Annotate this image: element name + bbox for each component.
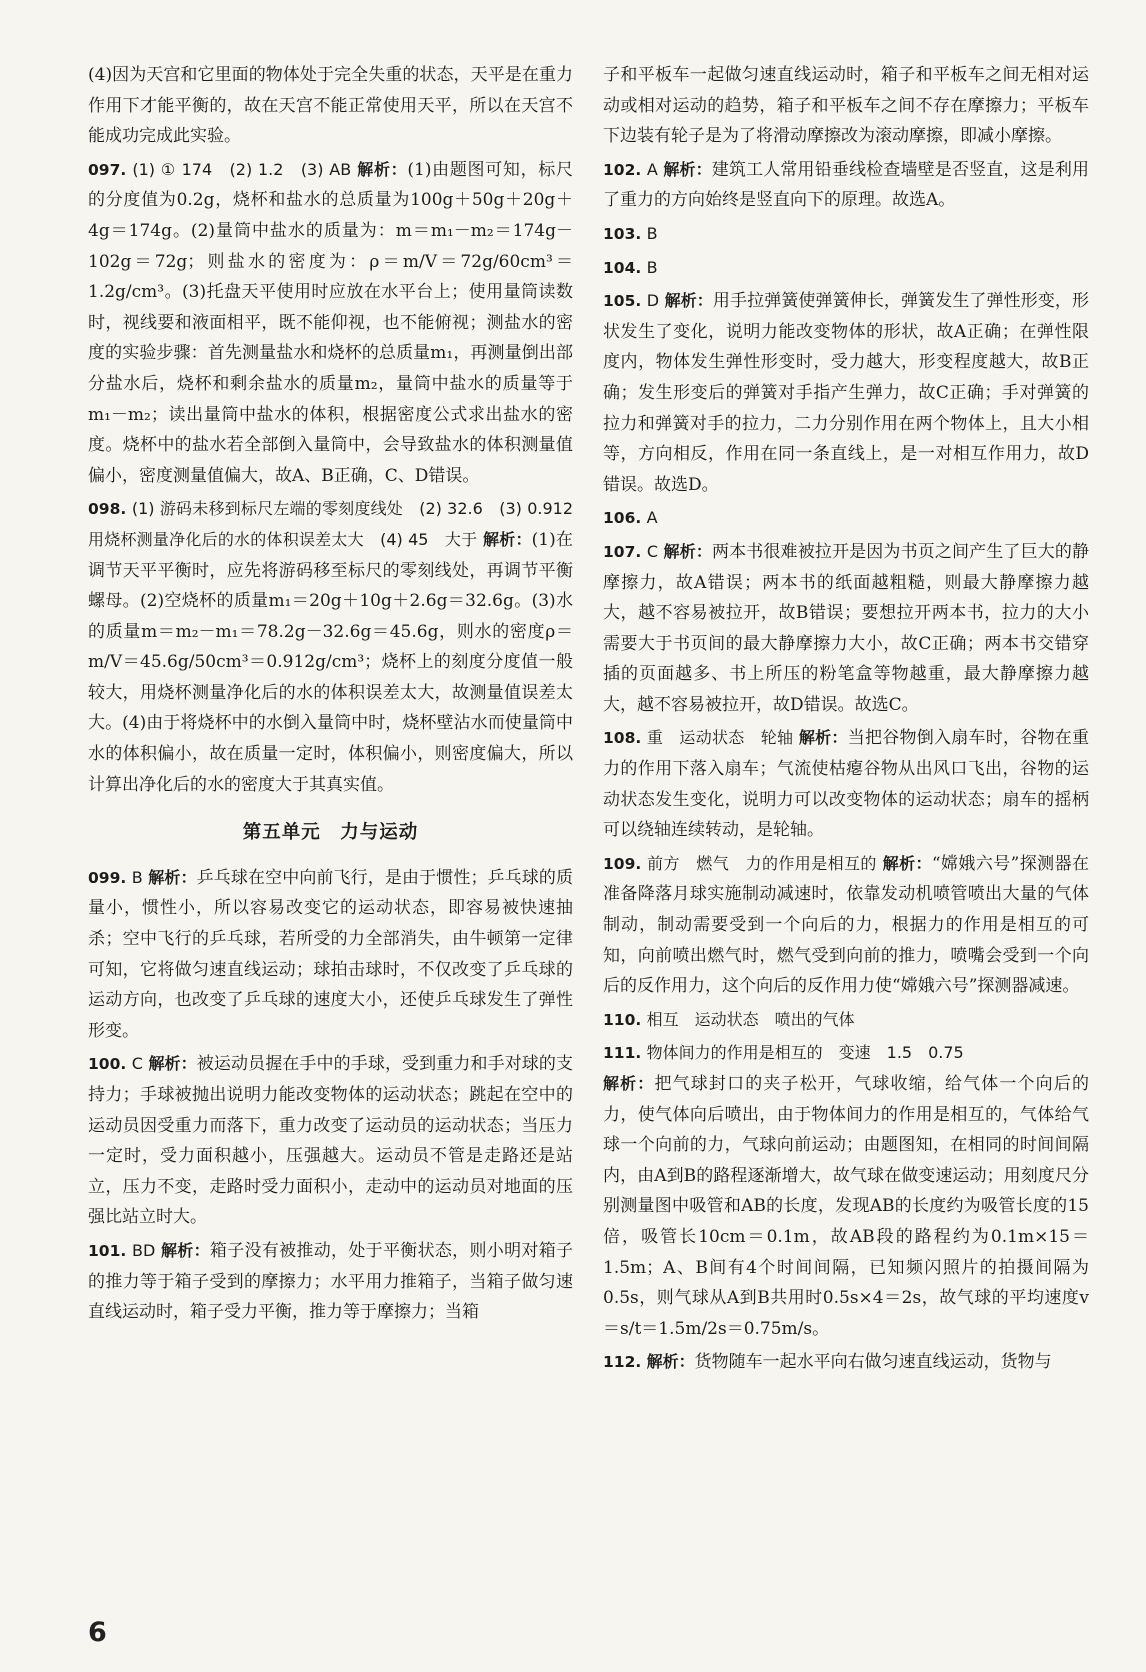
question-number: 101. bbox=[88, 1241, 127, 1260]
answer-098 bbox=[88, 494, 590, 800]
explanation-text: (1)由题图可知，标尺的分度值为0.2g，烧杯和盐水的总质量为100g＋50g＋20g＋4g＝174g。(2)量筒中盐水的质量为：m＝m₁－m₂＝174g－102g＝72g；则盐水的密度为：ρ＝m/V＝72g/60cm³＝1.2g/cm³。(3)托盘天平使用时应放在水平台上；使用量筒读数时，视线要和液面相平，既不能仰视，也不能俯视；测盐水的密度的实验步骤：首先测量盐水和烧杯的总质量m₁，再测量倒出部分盐水后，烧杯和剩余盐水的质量m₂，量筒中盐水的质量等于m₁－m₂；读出量筒中盐水的体积，根据密度公式求出盐水的密度。烧杯中的盐水若全部倒入量筒中，会导致盐水的体积测量值偏小，密度测量值偏大，故A、B正确，C、D错误。 bbox=[88, 159, 573, 486]
explanation-text: 建筑工人常用铅垂线检查墙壁是否竖直，这是利用了重力的方向始终是竖直向下的原理。故选A。 bbox=[603, 159, 1090, 211]
answer-text: (1) ① 174 (2) 1.2 (3) AB bbox=[132, 159, 352, 179]
answer-096-continued bbox=[88, 60, 573, 152]
analysis-label: 解析： bbox=[148, 867, 197, 887]
answer-104 bbox=[603, 253, 1089, 284]
answer-102 bbox=[603, 155, 1089, 216]
question-number: 098. bbox=[88, 500, 127, 519]
answer-105 bbox=[603, 286, 1089, 500]
answer-text: (1) 游码未移到标尺左端的零刻度线处 (2) 32.6 (3) 0.912 用烧杯测量净化后的水的体积误差太大 (4) 45 大于 bbox=[88, 499, 590, 549]
answer-106 bbox=[603, 503, 1089, 534]
answer-text: B bbox=[646, 223, 658, 243]
explanation-text: (4)因为天宫和它里面的物体处于完全失重的状态，天平是在重力作用下才能平衡的，故在天宫不能正常使用天平，所以在天宫不能成功完成此实验。 bbox=[88, 65, 573, 147]
explanation-text: “嫦娥六号”探测器在准备降落月球实施制动减速时，依靠发动机喷管喷出大量的气体制动，制动需要受到一个向后的力，根据力的作用是相互的可知，向前喷出燃气时，燃气受到向前的推力，喷嘴会受到一个向后的反作用力，这个向后的反作用力使“嫦娥六号”探测器减速。 bbox=[603, 853, 1089, 997]
answer-101 bbox=[88, 1236, 573, 1328]
answer-107 bbox=[603, 537, 1089, 721]
question-number: 103. bbox=[603, 224, 642, 243]
question-number: 109. bbox=[603, 854, 642, 873]
question-number: 104. bbox=[603, 258, 642, 277]
answer-text: A bbox=[646, 159, 658, 179]
question-number: 105. bbox=[603, 292, 642, 311]
answer-108 bbox=[603, 723, 1089, 845]
right-column bbox=[603, 60, 1089, 1378]
analysis-label: 解析： bbox=[148, 1054, 197, 1074]
question-number: 112. bbox=[603, 1353, 642, 1372]
explanation-text: 把气球封口的夹子松开，气球收缩，给气体一个向后的力，使气体向后喷出，由于物体间力的作用是相互的，气体给气球一个向前的力，气球向前运动；由题图知，在相同的时间间隔内，由A到B的路程逐渐增大，故气球在做变速运动；用刻度尺分别测量图中吸管和AB的长度，发现AB的长度约为吸管长度的15倍，吸管长10cm＝0.1m，故AB段的路程约为0.1m×15＝1.5m；A、B间有4个时间间隔，已知频闪照片的拍摄间隔为0.5s，则气球从A到B共用时0.5s×4＝2s，故气球的平均速度v＝s/t＝1.5m/2s＝0.75m/s。 bbox=[603, 1074, 1089, 1339]
answer-text: 前方 燃气 力的作用是相互的 bbox=[647, 853, 877, 873]
answer-112 bbox=[603, 1347, 1089, 1378]
question-number: 107. bbox=[603, 542, 642, 561]
answer-text: C bbox=[646, 541, 658, 561]
answer-097 bbox=[88, 155, 573, 492]
answer-100 bbox=[88, 1049, 573, 1233]
answer-101-continued bbox=[603, 60, 1089, 152]
answer-text: BD bbox=[131, 1240, 156, 1260]
explanation-text: 当把谷物倒入扇车时，谷物在重力的作用下落入扇车；气流使枯瘪谷物从出风口飞出，谷物的运动状态发生变化，说明力可以改变物体的运动状态；扇车的摇柄可以绕轴连续转动，是轮轴。 bbox=[603, 728, 1090, 841]
analysis-label: 解析： bbox=[646, 1352, 695, 1372]
analysis-label: 解析： bbox=[357, 159, 408, 179]
analysis-label: 解析： bbox=[603, 1074, 655, 1093]
analysis-label: 解析： bbox=[798, 728, 848, 748]
answer-text: C bbox=[131, 1054, 143, 1074]
analysis-label: 解析： bbox=[663, 159, 712, 179]
answer-text: A bbox=[646, 508, 658, 528]
question-number: 106. bbox=[603, 509, 642, 528]
answer-text: B bbox=[131, 867, 143, 887]
page-number: 6 bbox=[88, 1617, 107, 1648]
explanation-text: 子和平板车一起做匀速直线运动时，箱子和平板车之间无相对运动或相对运动的趋势，箱子和平板车之间不存在摩擦力；平板车下边装有轮子是为了将滑动摩擦改为滚动摩擦，即减小摩擦。 bbox=[603, 65, 1089, 147]
answer-text: B bbox=[646, 257, 658, 277]
question-number: 102. bbox=[603, 160, 642, 179]
left-column bbox=[88, 60, 590, 1328]
analysis-label: 解析： bbox=[482, 529, 532, 549]
question-number: 111. bbox=[603, 1044, 642, 1063]
answer-text: 重 运动状态 轮轴 bbox=[646, 728, 794, 748]
explanation-text: 用手拉弹簧使弹簧伸长，弹簧发生了弹性形变，形状发生了变化，说明力能改变物体的形状，故A正确；在弹性限度内，物体发生弹性形变时，受力越大，形变程度越大，故B正确；发生形变后的弹簧对手指产生弹力，故C正确；手对弹簧的拉力和弹簧对手的拉力，二力分别作用在两个物体上，且大小相等，方向相反，作用在同一条直线上，是一对相互作用力，故D错误。故选D。 bbox=[603, 291, 1090, 495]
question-number: 100. bbox=[88, 1055, 127, 1074]
explanation-text: 乒乓球在空中向前飞行，是由于惯性；乒乓球的质量小，惯性小，所以容易改变它的运动状态，即容易被快速抽杀；空中飞行的乒乓球，若所受的力全部消失，由牛顿第一定律可知，它将做匀速直线运动；球拍击球时，不仅改变了乒乓球的运动方向，也改变了乒乓球的速度大小，还使乒乓球发生了弹性形变。 bbox=[88, 867, 574, 1041]
explanation-text: 被运动员握在手中的手球，受到重力和手对球的支持力；手球被抛出说明力能改变物体的运动状态；跳起在空中的运动员因受重力而落下，重力改变了运动员的运动状态；当压力一定时，受力面积越小，压强越大。运动员不管是走路还是站立，压力不变，走路时受力面积小，走动中的运动员对地面的压强比站立时大。 bbox=[88, 1054, 574, 1228]
answer-110 bbox=[603, 1005, 1089, 1036]
answer-111 bbox=[603, 1038, 1089, 1344]
explanation-text: 两本书很难被拉开是因为书页之间产生了巨大的静摩擦力，故A错误；两本书的纸面越粗糙，则最大静摩擦力越大，越不容易被拉开，故B错误；要想拉开两本书，拉力的大小需要大于书页间的最大静摩擦力大小，故C正确；两本书交错穿插的页面越多、书上所压的粉笔盒等物越重，最大静摩擦力越大，越不容易被拉开，故D错误。故选C。 bbox=[603, 541, 1090, 715]
answer-text: 相互 运动状态 喷出的气体 bbox=[646, 1009, 855, 1029]
answer-099 bbox=[88, 863, 573, 1047]
answer-text: D bbox=[646, 291, 660, 311]
explanation-text: (1)在调节天平平衡时，应先将游码移至标尺的零刻线处，再调节平衡螺母。(2)空烧杯的质量m₁＝20g＋10g＋2.6g＝32.6g。(3)水的质量m＝m₂－m₁＝78.2g－32.6g＝45.6g，则水的密度ρ＝m/V＝45.6g/50cm³＝0.912g/cm³；烧杯上的刻度分度值一般较大，用烧杯测量净化后的水的体积误差太大，故测量值误差太大。(4)由于将烧杯中的水倒入量筒中时，烧杯壁沾水而使量筒中水的体积偏小，故在质量一定时，体积偏小，则密度偏大，所以计算出净化后的水的密度大于其真实值。 bbox=[88, 529, 573, 795]
answer-103 bbox=[603, 219, 1089, 250]
question-number: 097. bbox=[88, 160, 127, 179]
analysis-label: 解析： bbox=[663, 541, 712, 561]
unit-title: 第五单元 力与运动 bbox=[242, 822, 419, 844]
analysis-label: 解析： bbox=[160, 1240, 210, 1260]
analysis-label: 解析： bbox=[882, 853, 932, 873]
answer-text: 物体间力的作用是相互的 变速 1.5 0.75 bbox=[646, 1043, 964, 1063]
analysis-label: 解析： bbox=[664, 291, 713, 311]
question-number: 110. bbox=[603, 1010, 642, 1029]
answer-109 bbox=[603, 849, 1089, 1002]
question-number: 099. bbox=[88, 868, 127, 887]
question-number: 108. bbox=[603, 729, 642, 748]
explanation-text: 箱子没有被推动，处于平衡状态，则小明对箱子的推力等于箱子受到的摩擦力；水平用力推箱子，当箱子做匀速直线运动时，箱子受力平衡，推力等于摩擦力；当箱 bbox=[88, 1240, 574, 1323]
explanation-text: 货物随车一起水平向右做匀速直线运动，货物与 bbox=[694, 1352, 1052, 1373]
